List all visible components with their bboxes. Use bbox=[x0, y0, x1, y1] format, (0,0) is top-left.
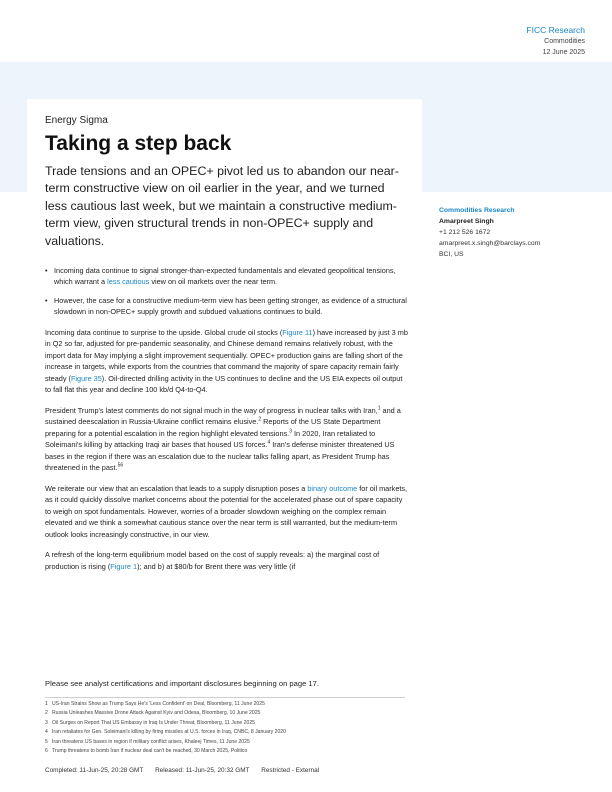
footnote-ref-1[interactable]: 1 bbox=[377, 405, 381, 412]
page-title: Taking a step back bbox=[45, 132, 232, 155]
footnote-ref-56[interactable]: 56 bbox=[117, 462, 124, 469]
footnote-number: 3 bbox=[45, 719, 48, 726]
p2-text-c: Reports of the US State Department preparing for a potential escalation in the region highlight elevated tensions. bbox=[45, 417, 381, 438]
figure-11-link[interactable]: Figure 11 bbox=[282, 327, 313, 337]
footnote-item bbox=[45, 738, 405, 747]
p2-text-b: and a sustained deescalation in Russia-Ukraine conflict remains elusive. bbox=[45, 405, 401, 427]
released-timestamp: Released: 11-Jun-25, 20:32 GMT bbox=[155, 767, 250, 774]
analyst-entity: BCI, US bbox=[439, 251, 464, 258]
p1-text-a: Incoming data continue to surprise to the upside. Global crude oil stocks ( bbox=[45, 327, 283, 337]
key-points-list bbox=[45, 265, 408, 318]
footnote-item bbox=[45, 728, 405, 737]
footnote-ref-3[interactable]: 3 bbox=[289, 428, 292, 435]
analyst-phone: +1 212 526 1672 bbox=[439, 229, 491, 236]
publication-footer bbox=[45, 767, 329, 774]
key-point-1-text-a: Incoming data continue to signal stronger-than-expected fundamentals and elevated geopolitical tensions, which warrant a bbox=[54, 266, 396, 287]
p1-text-b: ) have increased by just 3 mb in Q2 so far, adjusted for pre-pandemic seasonality, and Chinese demand remains relatively robust, with the import data for May implying a slight improvement sequentially. OPEC+ production gains are falling short of the increase in targets, while exports from the countries that command the majority of spare capacity remain fairly steady ( bbox=[45, 327, 408, 383]
header-date: 12 June 2025 bbox=[542, 49, 585, 56]
less-cautious-link[interactable]: less cautious bbox=[107, 277, 150, 287]
footnote-number: 6 bbox=[45, 748, 48, 755]
p3-text-a: We reiterate our view that an escalation that leads to a supply disruption poses a bbox=[45, 483, 308, 493]
footnote-ref-2[interactable]: 2 bbox=[258, 416, 262, 423]
footnote-number: 5 bbox=[45, 738, 48, 745]
header-title: FICC Research bbox=[526, 25, 585, 35]
footnote-item bbox=[45, 719, 405, 728]
p1-text-c: ). Oil-directed drilling activity in the US continues to decline and the US EIA expects oil output to fall flat this year and decline 100 kb/d Q4-to-Q4. bbox=[45, 373, 403, 395]
analyst-email[interactable]: amarpreet.x.singh@barclays.com bbox=[439, 240, 541, 247]
series-kicker: Energy Sigma bbox=[45, 115, 108, 126]
p2-text-e: Iran's defense minister threatened US bases in the region if there was an escalation due to the nuclear talks falling apart, as President Trump has threatened in the past. bbox=[45, 440, 395, 473]
footnote-number: 1 bbox=[45, 701, 48, 707]
footnote-text: Iran threatens US bases in region if military conflict arises, Khaleej Times, 11 June 2025 bbox=[52, 738, 250, 745]
footnote-text: Trump threatens to bomb Iran if nuclear deal can't be reached, 30 March 2025, Politico bbox=[52, 748, 248, 755]
paragraph-1 bbox=[45, 327, 408, 396]
classification-label: Restricted - External bbox=[261, 767, 320, 774]
footnote-divider bbox=[45, 697, 405, 698]
figure-1-link[interactable]: Figure 1 bbox=[110, 561, 138, 571]
p4-text-b: ); and b) at $80/b for Brent there was very little (if bbox=[137, 561, 296, 571]
paragraph-2 bbox=[45, 405, 408, 474]
p2-text-a: President Trump's latest comments do not signal much in the way of progress in nuclear talks with Iran, bbox=[45, 405, 378, 415]
paragraph-4 bbox=[45, 549, 408, 572]
analyst-name: Amarpreet Singh bbox=[439, 218, 494, 225]
paragraph-3 bbox=[45, 483, 408, 541]
key-point-1-text-b: view on oil markets over the near term. bbox=[149, 277, 278, 287]
key-point-1 bbox=[45, 265, 408, 288]
completed-timestamp: Completed: 11-Jun-25, 20:28 GMT bbox=[45, 767, 144, 774]
footnote-item bbox=[45, 747, 405, 756]
key-point-2: • However, the case for a constructive medium-term view has been getting stronger, as evidence of a structural slowdown in non-OPEC+ supply growth and subdued valuations continues to build. bbox=[45, 295, 408, 318]
footnote-text: Iran retaliates for Gen. Soleimani's killing by firing missiles at U.S. forces in Iraq, CNBC, 8 January 2020 bbox=[52, 729, 286, 736]
footnote-item bbox=[45, 709, 405, 718]
footnotes-list bbox=[45, 700, 405, 756]
footnote-item bbox=[45, 700, 405, 709]
header-subtitle: Commodities bbox=[544, 38, 585, 45]
sidebar-team-label: Commodities Research bbox=[439, 207, 515, 214]
analyst-sidebar bbox=[439, 205, 589, 260]
footnote-ref-4[interactable]: 4 bbox=[267, 439, 271, 446]
binary-outcome-link[interactable]: binary outcome bbox=[307, 483, 358, 493]
footnote-text: US-Iran Strains Show as Trump Says He's 'Less Confident' on Deal, Bloomberg, 11 June 2025 bbox=[52, 701, 265, 707]
p3-text-b: for oil markets, as it could quickly dissolve market concerns about the potential for the accelerated phase out of spare capacity to weigh on spot fundamentals. However, worries of a broader slowdown weighing on the complex remain elevated and we think a somewhat cautious stance over the near term is still warranted, but the medium-term outlook looks increasingly constructive, in our view. bbox=[45, 483, 408, 539]
p4-text-a: A refresh of the long-term equilibrium model based on the cost of supply reveals: a) the marginal cost of production is rising ( bbox=[45, 550, 380, 571]
figure-35-link[interactable]: Figure 35 bbox=[70, 373, 102, 383]
lede-summary: Trade tensions and an OPEC+ pivot led us to abandon our near-term constructive view on oil earlier in the year, and we turned less cautious last week, but we maintain a constructive medium-term view, given structural trends in non-OPEC+ supply and valuations. bbox=[45, 164, 399, 248]
disclosures-notice: Please see analyst certifications and important disclosures beginning on page 17. bbox=[45, 679, 319, 688]
main-column bbox=[45, 114, 408, 572]
report-header bbox=[526, 24, 585, 58]
p2-text-d: In 2020, Iran retaliated to Soleimani's killing by attacking Iraqi air bases that housed US forces. bbox=[45, 428, 376, 450]
footnote-number: 2 bbox=[45, 710, 48, 717]
footnote-number: 4 bbox=[45, 729, 48, 736]
footnote-text: Russia Unleashes Massive Drone Attack Against Kyiv and Odesa, Bloomberg, 10 June 2025 bbox=[52, 710, 261, 717]
footnote-text: Oil Surges on Report That US Embassy in Iraq Is Under Threat, Bloomberg, 11 June 2025 bbox=[52, 719, 256, 726]
